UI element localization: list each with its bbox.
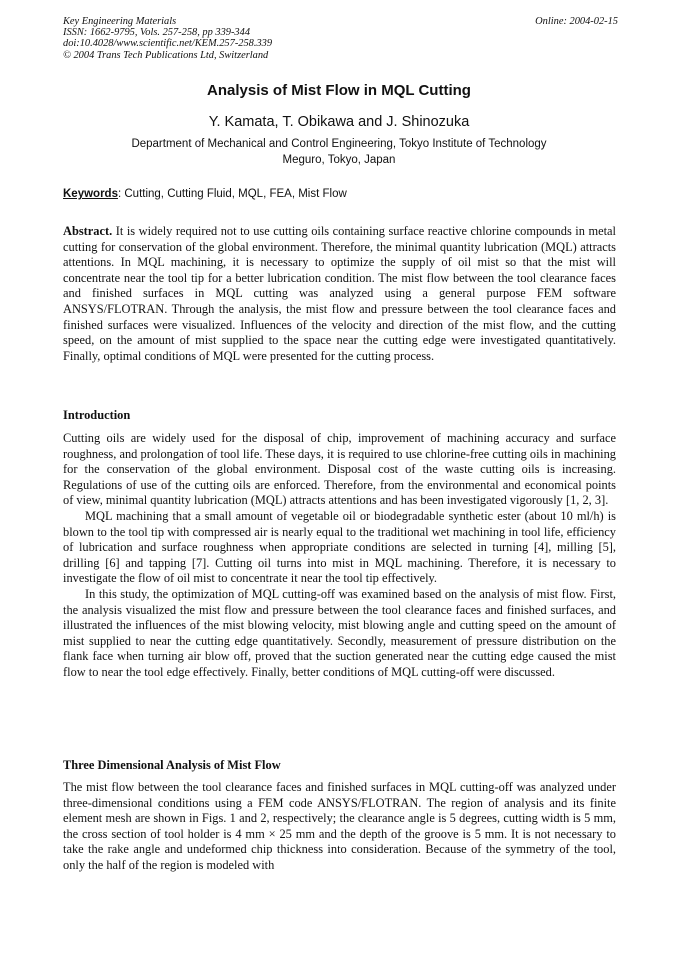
abstract-label: Abstract.: [63, 224, 113, 238]
section-heading-3d-analysis: Three Dimensional Analysis of Mist Flow: [63, 758, 281, 772]
keywords-colon: :: [117, 188, 122, 200]
publication-header: [63, 16, 618, 61]
abstract-text: It is widely required not to use cutting oils containing surface reactive chlorine compounds in metal cutting for conservation of the global environment. Therefore, the minimal quantity lubrication (MQL) attracts attentions. In MQL machining, it is necessary to optimize the supply of oil mist so that the mist will concentrate near the tool tip for a better lubrication condition. The mist flow between the tool clearance faces and finished surfaces in MQL cutting was analyzed using a general purpose FEM software ANSYS/FLOTRAN. Through the analysis, the mist flow and pressure between the tool clearance faces and finished surfaces were visualized. Influences of the velocity and direction of the mist flow, and the cutting speed, on the amount of mist supplied to the space near the cutting edge were investigated quantitatively. Finally, optimal conditions of MQL were presented for the cutting process.: [63, 224, 616, 363]
introduction-heading: Introduction: [63, 408, 131, 422]
paper-title: Analysis of Mist Flow in MQL Cutting: [207, 82, 471, 99]
affiliation-line-2: Meguro, Tokyo, Japan: [282, 153, 396, 166]
copyright-line: © 2004 Trans Tech Publications Ltd, Switzerland: [63, 49, 269, 61]
author-list: Y. Kamata, T. Obikawa and J. Shinozuka: [208, 114, 470, 130]
keywords-label: Keywords: [63, 188, 118, 200]
online-date: Online: 2004-02-15: [535, 16, 618, 27]
introduction-paragraph: Cutting oils are widely used for the disposal of chip, improvement of machining accuracy and surface roughness, and prolongation of tool life. These days, it is required to use chlorine-free cutting oils in machining for the conservation of the global environment. Disposal cost of the waste cutting oils is increasing. Regulations of use of the cutting oils are enforced. Therefore, from the environmental and economical points of view, minimal quantity lubrication (MQL) attracts attentions and has been investigated vigorously [1, 2, 3].: [63, 431, 616, 508]
introduction-body: [63, 431, 616, 681]
keywords: [63, 188, 347, 200]
affiliation-line-1: Department of Mechanical and Control Engineering, Tokyo Institute of Technology: [131, 138, 547, 150]
journal-name: Key Engineering Materials: [63, 16, 177, 27]
introduction-paragraph: MQL machining that a small amount of vegetable oil or biodegradable synthetic ester (about 10 ml/h) is blown to the tool tip with compressed air is nearly equal to the traditional wet machining in tool life, efficiency of lubrication and surface roughness when appropriate conditions are selected in turning [4], milling [5], drilling [6] and tapping [7]. Cutting oil turns into mist in MQL machining. Therefore, it is necessary to investigate the flow of oil mist to concentrate it near the tool tip effectively.: [63, 508, 616, 586]
doi-line: doi:10.4028/www.scientific.net/KEM.257-258.339: [63, 38, 273, 50]
issn-line: ISSN: 1662-9795, Vols. 257-258, pp 339-344: [63, 27, 251, 39]
section-paragraph: The mist flow between the tool clearance faces and finished surfaces in MQL cutting-off was analyzed under three-dimensional conditions using a FEM code ANSYS/FLOTRAN. The region of analysis and its finite element mesh are shown in Figs. 1 and 2, respectively; the clearance angle is 5 degrees, cutting width is 5 mm, the cross section of tool holder is 4 mm × 25 mm and the depth of the groove is 5 mm. It is not necessary to take the rake angle and undeformed chip thickness into consideration. Because of the symmetry of the tool, only the half of the region is modeled with: [63, 780, 616, 872]
affiliation: [0, 137, 678, 168]
keywords-text: Cutting, Cutting Fluid, MQL, FEA, Mist Flow: [121, 188, 347, 200]
abstract: [63, 224, 616, 364]
introduction-paragraph: In this study, the optimization of MQL cutting-off was examined based on the analysis of mist flow. First, the analysis visualized the mist flow and pressure between the tool clearance faces and finished surfaces, and illustrated the influences of the mist blowing velocity, mist blowing angle and cutting speed on the amount of mist supplied to near the cutting edge quantitatively. Secondly, measurement of pressure distribution on the flank face when turning air blow off, proved that the suction generated near the cutting edge caused the mist flow to near the tool edge effectively. Finally, better conditions of MQL cutting-off were discussed.: [63, 586, 616, 679]
section-3d-analysis-body: [63, 780, 616, 874]
